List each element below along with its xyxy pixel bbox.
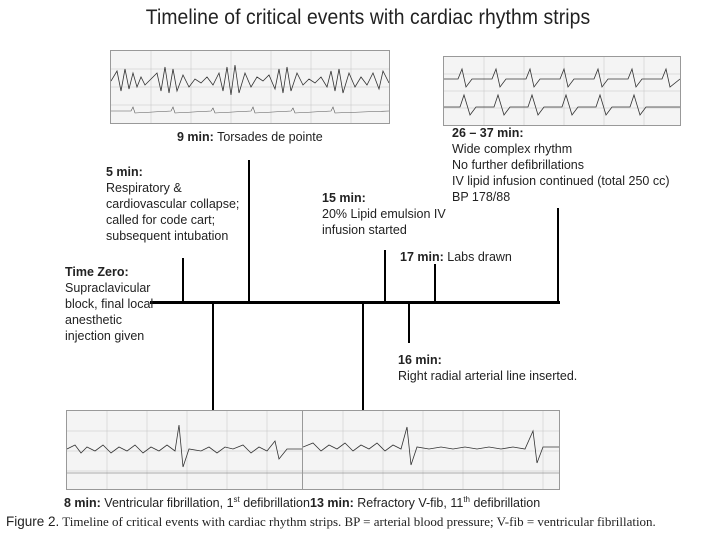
event-8min: 8 min: Ventricular fibrillation, 1st defibrillation [64, 495, 310, 511]
rhythm-strip-vfib-1st [66, 410, 304, 490]
tick-16min [408, 303, 410, 343]
event-15min: 15 min: 20% Lipid emulsion IV infusion started [322, 191, 446, 237]
caption-text: Timeline of critical events with cardiac rhythm strips. BP = arterial blood pressure; V-fib = ventricular fibrillation. [62, 514, 656, 529]
event-9min: 9 min: Torsades de pointe [177, 130, 323, 144]
ecg-trace-vfib-11th [303, 411, 559, 489]
event-13min: 13 min: Refractory V-fib, 11th defibrillation [310, 495, 541, 511]
event-5min: 5 min: Respiratory & cardiovascular collapse; called for code cart; subsequent intubation [106, 165, 240, 243]
figure-caption [6, 514, 656, 530]
tick-8min [212, 303, 214, 410]
rhythm-strip-torsades [110, 50, 390, 124]
tick-5min [182, 258, 184, 302]
figure-number: Figure 2. [6, 514, 60, 529]
rhythm-strip-wide-complex [443, 56, 681, 126]
rhythm-strip-vfib-11th [302, 410, 560, 490]
tick-13min [362, 303, 364, 410]
diagram-title: Timeline of critical events with cardiac rhythm strips [145, 6, 591, 29]
tick-9min [248, 160, 250, 302]
tick-15min [384, 250, 386, 302]
event-16min: 16 min: Right radial arterial line inserted. [398, 353, 578, 383]
ecg-trace-wide-complex [444, 57, 680, 125]
ecg-trace-torsades [111, 51, 389, 123]
ecg-trace-vfib-1st [67, 411, 303, 489]
event-26-37min: 26 – 37 min: Wide complex rhythm No further defibrillations IV lipid infusion continued (total 250 cc) BP 178/88 [452, 126, 670, 204]
tick-17min [434, 264, 436, 302]
event-17min: 17 min: Labs drawn [400, 250, 512, 264]
tick-26-37min [557, 208, 559, 302]
event-time-zero: Time Zero: Supraclavicular block, final local anesthetic injection given [65, 265, 154, 343]
